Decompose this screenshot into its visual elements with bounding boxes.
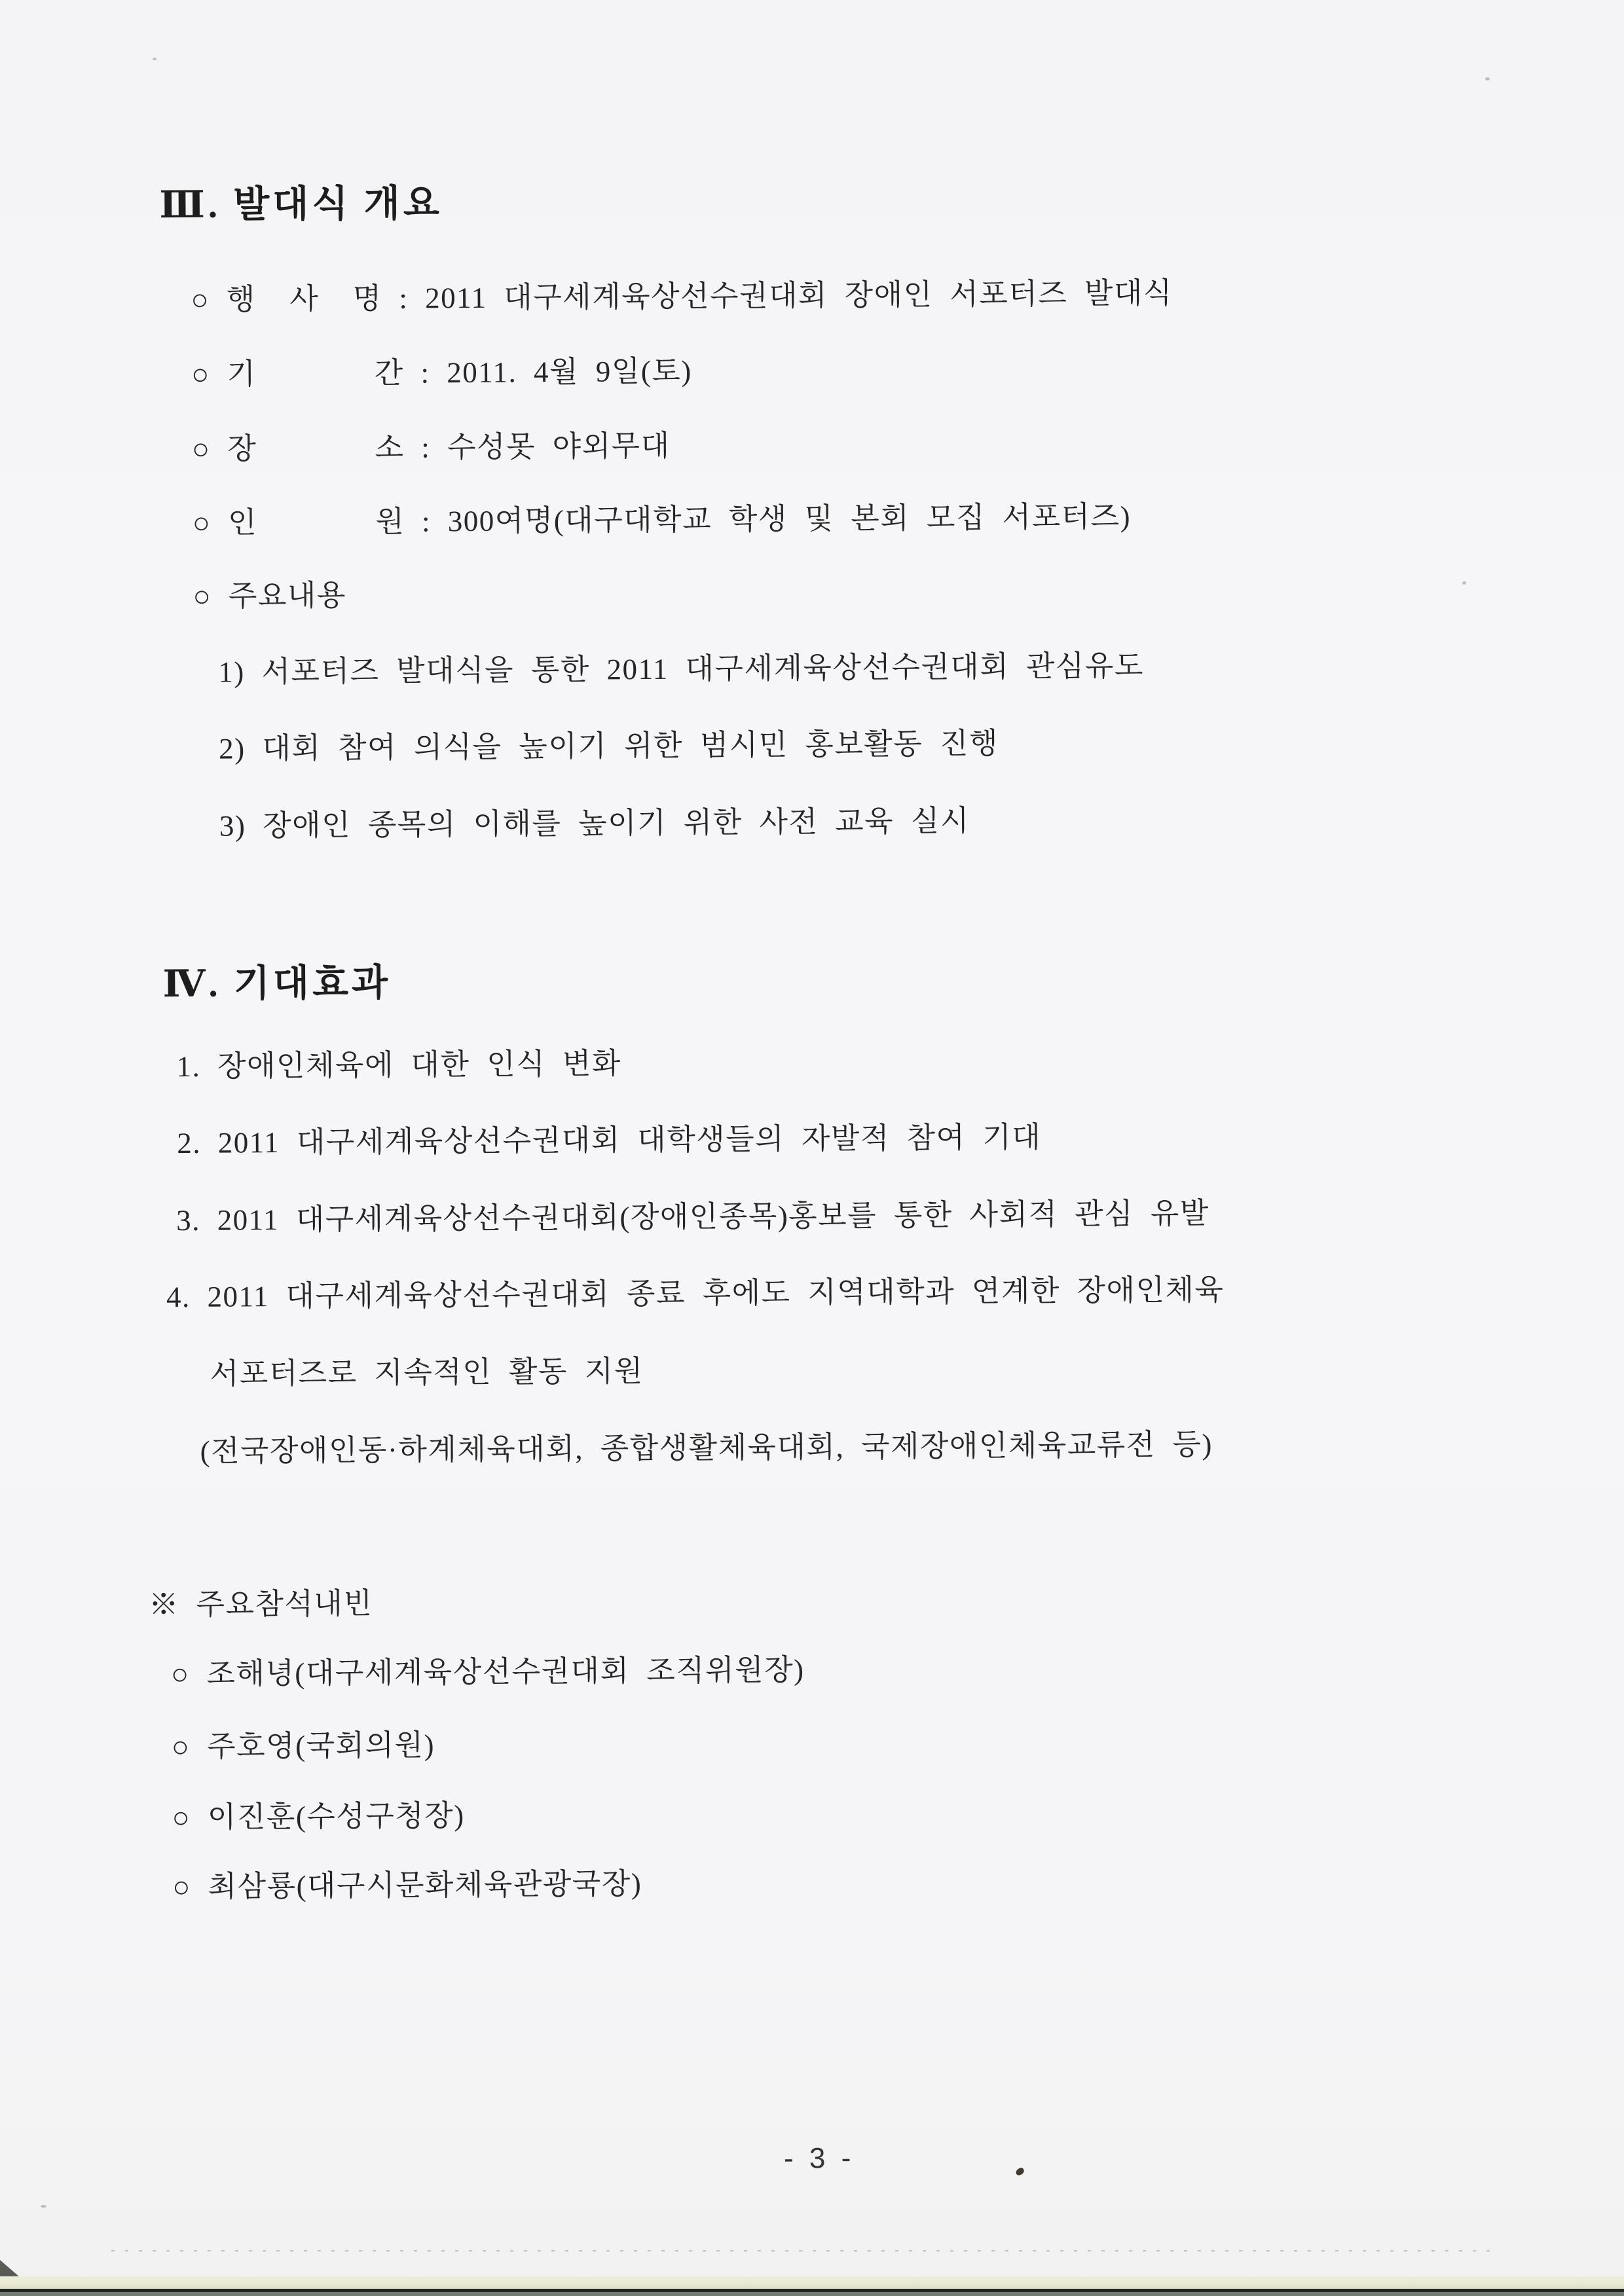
- attendee-4: ○ 최삼룡(대구시문화체육관광국장): [172, 1867, 642, 1904]
- paper-speck: [1462, 581, 1466, 585]
- attendee-1: ○ 조해녕(대구세계육상선수권대회 조직위원장): [170, 1653, 805, 1691]
- effect-item-2: 2. 2011 대구세계육상선수권대회 대학생들의 자발적 참여 기대: [177, 1120, 1042, 1160]
- paper-speck: [153, 58, 157, 60]
- sub-item-2: 2) 대회 참여 의식을 높이기 위한 범시민 홍보활동 진행: [218, 727, 999, 765]
- section3-heading: Ⅲ. 발대식 개요: [159, 183, 443, 227]
- page-number: - 3 -: [783, 2141, 855, 2175]
- attendee-3: ○ 이진훈(수성구청장): [172, 1799, 465, 1834]
- scan-line-artifact: [111, 2250, 1500, 2251]
- sub-item-1: 1) 서포터즈 발대식을 통한 2011 대구세계육상선수권대회 관심유도: [218, 649, 1145, 689]
- effect-item-4: 4. 2011 대구세계육상선수권대회 종료 후에도 지역대학과 연계한 장애인체육: [166, 1273, 1225, 1314]
- effect-item-4-continuation: 서포터즈로 지속적인 활동 지원: [210, 1355, 644, 1391]
- bullet-event-name: ○ 행 사 명 : 2011 대구세계육상선수권대회 장애인 서포터즈 발대식: [191, 276, 1173, 316]
- effect-item-4-note: (전국장애인동·하계체육대회, 종합생활체육대회, 국제장애인체육교류전 등): [200, 1428, 1213, 1468]
- bullet-place: ○ 장 소 : 수성못 야외무대: [191, 429, 671, 465]
- effect-item-3: 3. 2011 대구세계육상선수권대회(장애인종목)홍보를 통한 사회적 관심 유발: [175, 1197, 1210, 1237]
- section4-heading: Ⅳ. 기대효과: [162, 962, 392, 1006]
- bullet-main-content: ○ 주요내용: [193, 579, 346, 613]
- scanner-background-strip: [0, 2292, 1624, 2296]
- attendees-heading: ※ 주요참석내빈: [149, 1587, 373, 1622]
- bullet-period: ○ 기 간 : 2011. 4월 9일(토): [191, 354, 692, 391]
- attendee-2: ○ 주호영(국회의원): [171, 1728, 435, 1764]
- sub-item-3: 3) 장애인 종목의 이해를 높이기 위한 사전 교육 실시: [219, 804, 970, 843]
- paper-edge-strip: [0, 2276, 1624, 2289]
- bullet-attendance: ○ 인 원 : 300여명(대구대학교 학생 및 본회 모집 서포터즈): [192, 500, 1132, 539]
- effect-item-1: 1. 장애인체육에 대한 인식 변화: [176, 1047, 622, 1084]
- paper-speck: [1485, 77, 1490, 81]
- paper-speck: [41, 2205, 46, 2208]
